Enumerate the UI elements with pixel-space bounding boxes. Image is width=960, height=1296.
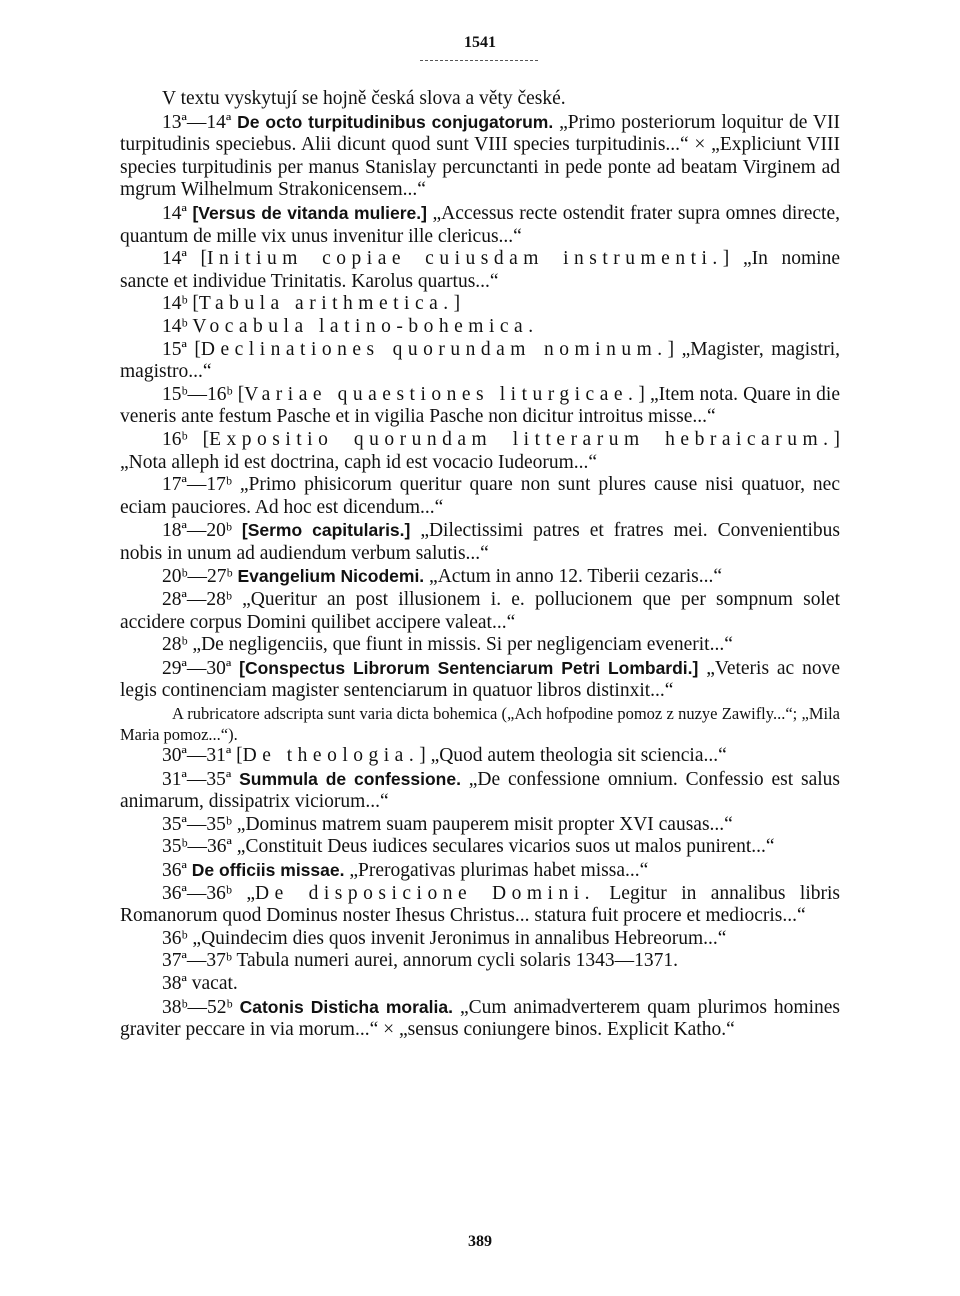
catalog-text (120, 88, 840, 1042)
catalog-entry (120, 111, 840, 202)
entry-text: 18ª—20ᵇ (162, 520, 242, 542)
entry-text: 14ᵇ [ (162, 293, 199, 315)
entry-text: 28ᵇ „De negligenciis, que fiunt in missis. Si per negligenciam evenerit...“ (162, 634, 733, 656)
entry-text: ] „Nota alleph id est doctrina, caph id est vocacio Iudeorum...“ (120, 428, 840, 473)
entry-text: 38ᵇ—52ᵇ (162, 996, 240, 1018)
catalog-entry (120, 768, 840, 814)
entry-title: De officiis missae. (191, 860, 345, 880)
entry-text: 14ᵇ (162, 315, 193, 337)
entry-text: Legitur in annalibus libris Romanorum quod Dominus noster Ihesus Christus... statura fuit procere et mediocris...“ (120, 882, 840, 927)
entry-text: 15ᵇ—16ᵇ [ (162, 383, 245, 405)
entry-text: 13ª—14ª (162, 111, 238, 133)
entry-text: A rubricatore adscripta sunt varia dicta bohemica („Ach hofpodine pomoz z nuzye Zawifly...“; „Mila Maria pomoz...“). (120, 704, 840, 745)
entry-text: 35ª—35ᵇ „Dominus matrem suam pauperem misit propter XVI causas...“ (162, 813, 733, 835)
catalog-entry (120, 928, 840, 951)
entry-title: De octo turpitudinibus conjugatorum. (237, 111, 554, 132)
catalog-entry (120, 745, 840, 768)
entry-spaced-title: De theologia. (242, 745, 420, 767)
entry-spaced-title: Initium copiae cuiusdam instrumenti. (207, 248, 723, 270)
entry-text: 20ᵇ—27ᵇ (162, 566, 238, 588)
entry-text: 36ª—36ᵇ „ (162, 882, 255, 904)
catalog-entry (120, 339, 840, 384)
catalog-entry (120, 657, 840, 703)
entry-text: 14ª (162, 202, 193, 224)
entry-text: 38ª vacat. (162, 972, 238, 994)
catalog-entry (120, 634, 840, 657)
entry-text: „Veteris ac nove legis continenciam magister sentenciarum in quatuor libros distinxit...“ (120, 657, 840, 702)
catalog-entry (120, 202, 840, 248)
entry-text: „Accessus recte ostendit frater supra omnes directe, quantum de mille vix unus invenitur ille clericus...“ (120, 202, 841, 247)
catalog-entry (120, 883, 840, 928)
catalog-entry (120, 88, 840, 111)
entry-text: 35ᵇ—36ª „Constituit Deus iudices seculares vicarios suos ut malos punirent...“ (162, 836, 775, 858)
entry-text: 31ª—35ª (162, 768, 240, 790)
entry-text: 29ª—30ª (162, 657, 240, 679)
entry-text: 15ª [ (162, 338, 201, 360)
entry-spaced-title: Vocabula latino-bohemica. (192, 315, 539, 337)
entry-spaced-title: Declinationes quorundam nominum. (200, 338, 668, 360)
catalog-entry (120, 859, 840, 883)
page-number-header: 1541 (464, 34, 496, 51)
entry-text: „Dilectissimi patres et fratres mei. Convenientibus nobis in unum ad audiendum verbum salutis...“ (120, 520, 840, 564)
entry-title: [Versus de vitanda muliere.] (192, 202, 427, 223)
catalog-entry (120, 996, 840, 1042)
entry-text: ] (453, 293, 461, 315)
entry-text: 37ª—37ᵇ Tabula numeri aurei, annorum cycli solaris 1343—1371. (162, 950, 679, 972)
catalog-entry (120, 973, 840, 996)
entry-text: 16ᵇ [ (162, 428, 210, 450)
entry-text: ] „Magister, magistri, magistro...“ (120, 338, 840, 383)
entry-title: [Conspectus Librorum Sentenciarum Petri Lombardi.] (239, 657, 699, 678)
entry-text: „Actum in anno 12. Tiberii cezaris...“ (424, 566, 723, 588)
entry-text: „Cum animadverterem quam plurimos homines graviter peccare in via morum...“ × „sensus coniungere binos. Explicit Katho.“ (120, 996, 841, 1041)
entry-spaced-title: Expositio quorundam litterarum hebraicarum. (209, 428, 834, 450)
entry-text: 36ᵇ „Quindecim dies quos invenit Jeronimus in annalibus Hebreorum...“ (162, 927, 727, 949)
catalog-entry (120, 429, 840, 474)
entry-text: ] „Quod autem theologia sit sciencia...“ (419, 745, 727, 767)
entry-text: 14ª [ (162, 248, 208, 270)
entry-title: Evangelium Nicodemi. (237, 566, 425, 587)
entry-text: „Primo posteriorum loquitur de VII turpitudinis speciebus. Alii dicunt quod sunt VIII species turpitudinis...“ × „Expliciunt VIII species turpitudinis per manus Stanislay percunctanti in pede ponte ad beatam Virginem ad mgrum Wilhelmum Strakonicensem...“ (120, 111, 840, 201)
catalog-entry (120, 703, 840, 745)
entry-text: V textu vyskytují se hojně česká slova a věty české. (162, 88, 566, 109)
entry-text: 36ª (162, 860, 192, 881)
catalog-entry (120, 836, 840, 859)
catalog-entry (120, 384, 840, 429)
header-rule (420, 60, 538, 61)
catalog-entry (120, 519, 840, 565)
catalog-entry (120, 474, 840, 519)
catalog-entry (120, 589, 840, 634)
entry-text: „Prerogativas plurimas habet missa...“ (344, 860, 649, 881)
entry-text: 17ª—17ᵇ „Primo phisicorum queritur quare non sunt plures cause nisi quatuor, nec eciam pauciores. Ad hoc est dicendum...“ (120, 474, 840, 518)
catalog-entry (120, 248, 840, 293)
catalog-entry (120, 316, 840, 339)
entry-spaced-title: Tabula arithmetica. (198, 293, 454, 315)
catalog-entry (120, 950, 840, 973)
page-number-footer: 389 (468, 1233, 492, 1250)
catalog-entry (120, 565, 840, 589)
entry-title: Catonis Disticha moralia. (239, 996, 453, 1017)
catalog-entry (120, 814, 840, 837)
entry-text: 30ª—31ª [ (162, 745, 243, 767)
entry-spaced-title: Variae quaestiones liturgicae. (244, 383, 639, 405)
entry-title: Summula de confessione. (239, 768, 461, 789)
entry-title: [Sermo capitularis.] (241, 520, 411, 541)
entry-text: ] „In nomine sancte et individue Trinitatis. Karolus quartus...“ (120, 248, 840, 292)
entry-text: 28ª—28ᵇ „Queritur an post illusionem i. e. pollucionem que per sompnum solet accidere corpus Domini quilibet accipere valeat...“ (120, 589, 840, 633)
entry-text: ] „Item nota. Quare in die veneris ante festum Pasche et in vigilia Pasche non dicitur introitus misse...“ (120, 383, 840, 428)
entry-spaced-title: De disposicione Domini. (254, 882, 595, 904)
entry-text: „De confessione omnium. Confessio est salus animarum, dissipatrix viciorum...“ (120, 768, 840, 813)
catalog-entry (120, 293, 840, 316)
